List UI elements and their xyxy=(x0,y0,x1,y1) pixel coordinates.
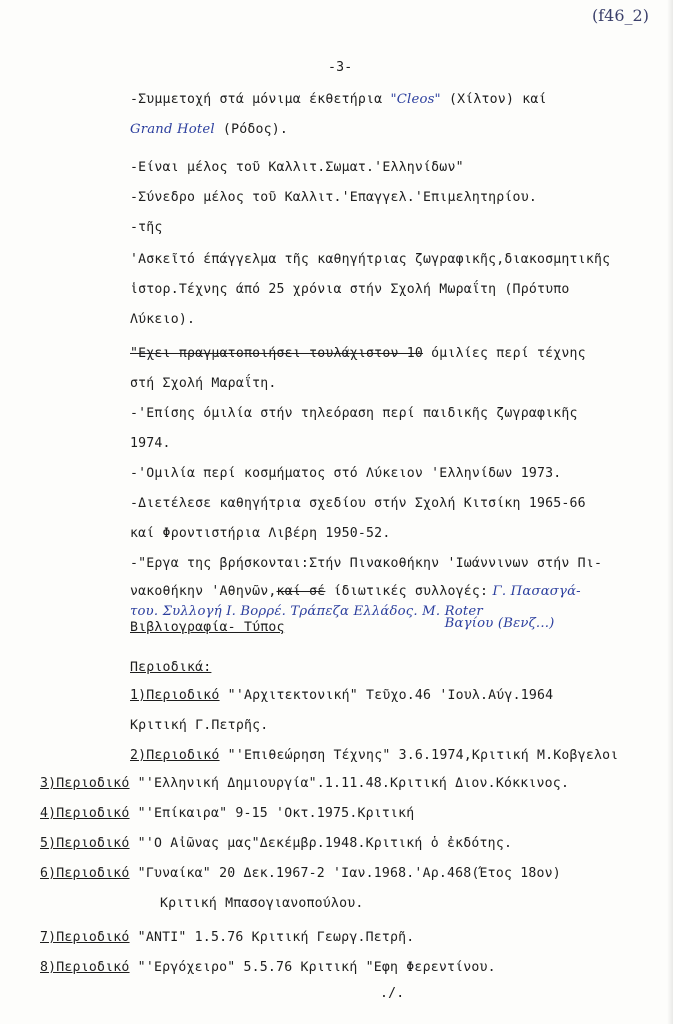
typed-text: "'Αρχιτεκτονική" Τεῦχο.46 'Ιουλ.Αύγ.1964 xyxy=(219,688,554,703)
typed-text: "Γυναίκα" 20 Δεκ.1967-2 'Ιαν.1968.'Αρ.468(Έτος 18ον) xyxy=(129,866,561,881)
typed-text: -"Εργα της βρήσκονται:Στήν Πινακοθήκην 'Ιωάννινων στήν Πι- xyxy=(130,556,603,571)
typed-text: "'Επίκαιρα" 9-15 'Οκτ.1975.Κριτική xyxy=(129,806,415,821)
typed-text: ίδιωτικές συλλογές: xyxy=(325,584,489,599)
text-line xyxy=(130,688,553,703)
text-line xyxy=(130,748,618,763)
typed-text: στή Σχολή Μαραΐτη. xyxy=(130,376,277,391)
text-line xyxy=(130,616,555,635)
typed-text: ./. xyxy=(380,986,405,1001)
typed-text: Κριτική Γ.Πετρῆς. xyxy=(130,718,269,733)
typed-text: Λύκειο). xyxy=(130,312,196,327)
text-line xyxy=(160,896,364,911)
typed-text: -Είναι μέλος τοῦ Καλλιτ.Σωματ.'Ελληνίδων" xyxy=(130,160,464,175)
typed-text: (Ρόδος). xyxy=(214,122,289,137)
typed-text: Κριτική Μπασογιανοπούλου. xyxy=(160,896,364,911)
struck-text: καί σέ xyxy=(276,584,326,599)
text-line xyxy=(130,556,602,571)
typed-text: -Συμμετοχή στά μόνιμα έκθετήρια xyxy=(130,92,391,107)
text-line xyxy=(40,806,414,821)
handwritten-note: Grand Hotel xyxy=(130,122,215,137)
typed-text: 'Ασκεῖτό έπάγγελμα τῆς καθηγήτριας ζωγραφικῆς,διακοσμητικῆς xyxy=(130,252,611,267)
text-line xyxy=(130,584,581,599)
underlined-text: 8)Περιοδικό xyxy=(40,960,130,975)
text-line xyxy=(40,930,414,945)
handwritten-note: του. Συλλογή Ι. Βορρέ. Τράπεζα Ελλάδος. Μ. Roter xyxy=(130,604,483,619)
underlined-text: 1)Περιοδικό xyxy=(130,688,220,703)
text-line xyxy=(40,836,512,851)
typed-text: "'Εργόχειρο" 5.5.76 Κριτική "Εφη Φερεντίνου. xyxy=(129,960,496,975)
typed-text: -Σύνεδρο μέλος τοῦ Καλλιτ.'Επαγγελ.'Επιμελητηρίου. xyxy=(130,190,537,205)
underlined-text: 7)Περιοδικό xyxy=(40,930,130,945)
handwritten-note: Βαγίου (Βενζ...) xyxy=(444,616,555,631)
underlined-text: 6)Περιοδικό xyxy=(40,866,130,881)
text-line xyxy=(130,220,163,235)
text-line xyxy=(130,122,288,137)
scan-edge xyxy=(667,0,673,1024)
text-line xyxy=(130,466,561,481)
text-line xyxy=(130,282,570,297)
typed-text: όμιλίες περί τέχνης xyxy=(423,346,586,361)
typed-text: ἱστορ.Τέχνης άπό 25 χρόνια στήν Σχολή Μωραΐτη (Πρότυπο xyxy=(130,282,570,297)
typed-text: 1974. xyxy=(130,436,171,451)
handwritten-note: "Cleos" xyxy=(390,92,441,107)
underlined-text: Περιοδικά: xyxy=(130,660,212,675)
text-line xyxy=(380,986,404,1001)
handwritten-note: Γ. Πασασγά- xyxy=(488,584,581,599)
text-line xyxy=(130,346,586,361)
underlined-text: 5)Περιοδικό xyxy=(40,836,130,851)
text-line xyxy=(130,604,483,619)
struck-text: "Εχει πραγματοποιήσει τουλάχιστον 10 xyxy=(130,346,424,361)
typed-text: "ΑΝΤΙ" 1.5.76 Κριτική Γεωργ.Πετρῆ. xyxy=(129,930,415,945)
text-line xyxy=(130,526,390,541)
text-line xyxy=(130,92,547,107)
text-line xyxy=(130,160,464,175)
typed-text: νακοθήκην 'Αθηνῶν, xyxy=(130,584,277,599)
text-line xyxy=(130,660,211,675)
typed-text: "'Ελληνική Δημιουργία".1.11.48.Κριτική Διον.Κόκκινος. xyxy=(129,776,570,791)
page-number: -3- xyxy=(328,60,353,75)
text-line xyxy=(130,312,195,327)
text-line xyxy=(130,496,586,511)
archive-annotation: (f46_2) xyxy=(592,6,649,25)
text-line xyxy=(130,406,578,421)
typed-text: "'Ο Αἰῶνας μας"Δεκέμβρ.1948.Κριτική ὁ ἐκδότης. xyxy=(129,836,513,851)
text-line xyxy=(130,436,171,451)
typed-text: "'Επιθεώρηση Τέχνης" 3.6.1974,Κριτική Μ.Κοβγελοι xyxy=(219,748,619,763)
underlined-text: 3)Περιοδικό xyxy=(40,776,130,791)
typed-text: -'Επίσης όμιλία στήν τηλεόραση περί παιδικῆς ζωγραφικῆς xyxy=(130,406,578,421)
text-line xyxy=(130,190,537,205)
text-line xyxy=(40,960,496,975)
underlined-text: 4)Περιοδικό xyxy=(40,806,130,821)
text-line xyxy=(40,776,569,791)
typed-text: καί Φροντιστήρια Λιβέρη 1950-52. xyxy=(130,526,391,541)
text-line xyxy=(130,252,610,267)
underlined-text: Βιβλιογραφία- Τύπος xyxy=(130,620,285,635)
text-line xyxy=(130,376,277,391)
typed-text: (Χίλτον) καί xyxy=(440,92,547,107)
typed-text: -'Ομιλία περί κοσμήματος στό Λύκειον 'Ελληνίδων 1973. xyxy=(130,466,562,481)
text-line xyxy=(130,718,268,733)
typed-text: -Διετέλεσε καθηγήτρια σχεδίου στήν Σχολή Κιτσίκη 1965-66 xyxy=(130,496,586,511)
text-line xyxy=(40,866,561,881)
typed-text: -τῆς xyxy=(130,220,163,235)
underlined-text: 2)Περιοδικό xyxy=(130,748,220,763)
